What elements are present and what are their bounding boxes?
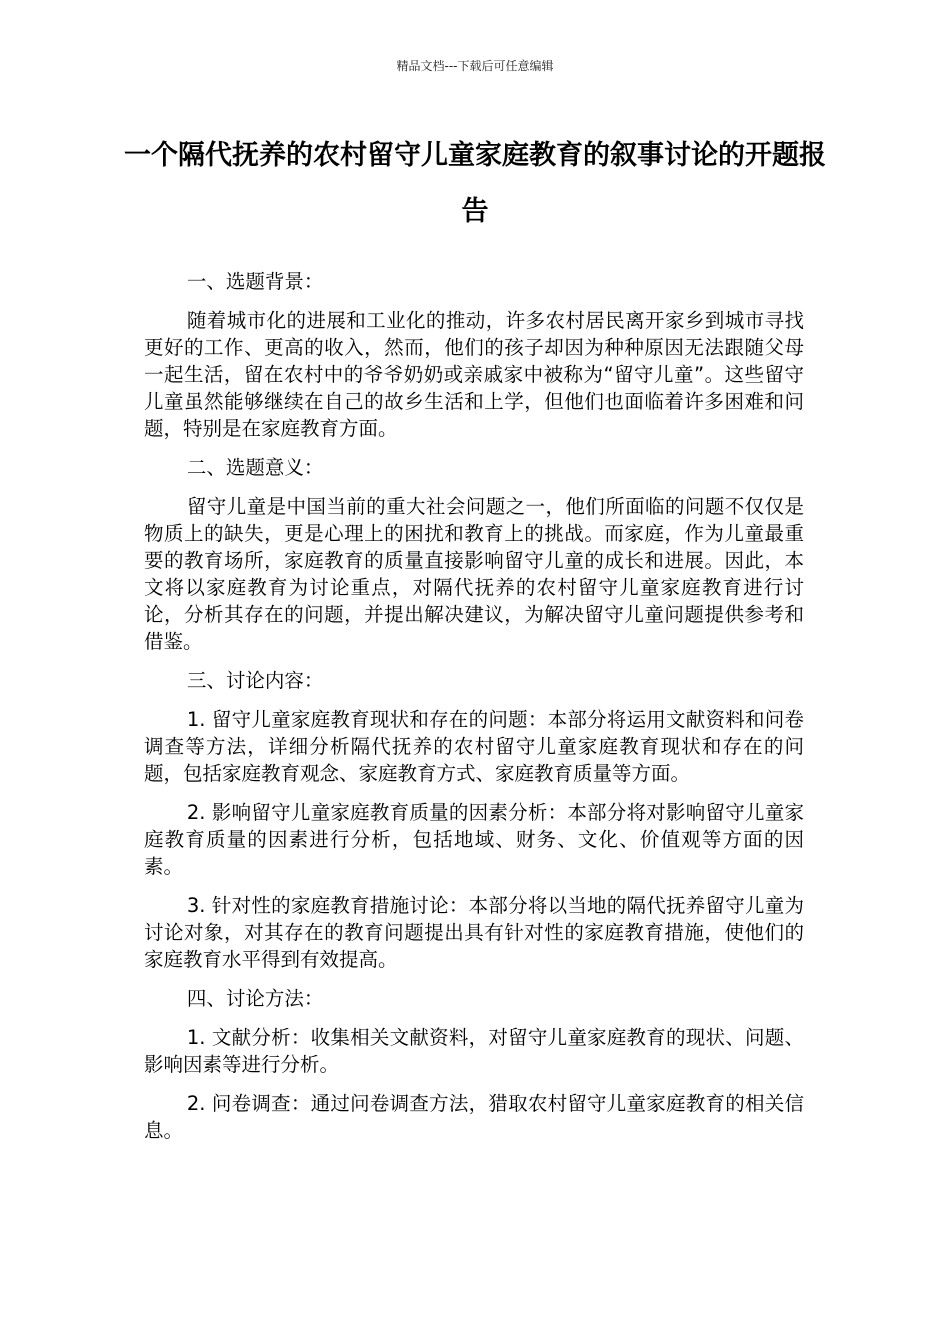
paragraph-content-item-3: 3. 针对性的家庭教育措施讨论：本部分将以当地的隔代抚养留守儿童为讨论对象，对其存在的教育问题提出具有针对性的家庭教育措施，使他们的家庭教育水平得到有效提高。: [144, 894, 804, 971]
paragraph-content-item-1: 1. 留守儿童家庭教育现状和存在的问题：本部分将运用文献资料和问卷调查等方法，详细分析隔代抚养的农村留守儿童家庭教育现状和存在的问题，包括家庭教育观念、家庭教育方式、家庭教育质量等方面。: [144, 708, 804, 785]
document-title: 一个隔代抚养的农村留守儿童家庭教育的叙事讨论的开题报告: [124, 140, 826, 227]
header-note: 精品文档---下载后可任意编辑: [396, 59, 554, 73]
section-heading-background: 一、选题背景：: [186, 270, 324, 293]
section-heading-content: 三、讨论内容：: [186, 669, 324, 692]
paragraph-method-item-2: 2. 问卷调查：通过问卷调查方法，猎取农村留守儿童家庭教育的相关信息。: [144, 1092, 804, 1142]
paragraph-background: 随着城市化的进展和工业化的推动，许多农村居民离开家乡到城市寻找更好的工作、更高的收入，然而，他们的孩子却因为种种原因无法跟随父母一起生活，留在农村中的爷爷奶奶或亲戚家中被称为“留守儿童”。这些留守儿童虽然能够继续在自己的故乡生活和上学，但他们也面临着许多困难和问题，特别是在家庭教育方面。: [144, 309, 804, 440]
section-heading-methods: 四、讨论方法：: [186, 987, 324, 1010]
paragraph-content-item-2: 2. 影响留守儿童家庭教育质量的因素分析：本部分将对影响留守儿童家庭教育质量的因素进行分析，包括地域、财务、文化、价值观等方面的因素。: [144, 801, 804, 878]
paragraph-method-item-1: 1. 文献分析：收集相关文献资料，对留守儿童家庭教育的现状、问题、影响因素等进行分析。: [144, 1026, 804, 1076]
document-body: [144, 268, 804, 1156]
section-heading-significance: 二、选题意义：: [186, 456, 324, 479]
paragraph-significance: 留守儿童是中国当前的重大社会问题之一，他们所面临的问题不仅仅是物质上的缺失，更是心理上的困扰和教育上的挑战。而家庭，作为儿童最重要的教育场所，家庭教育的质量直接影响留守儿童的成长和进展。因此，本文将以家庭教育为讨论重点，对隔代抚养的农村留守儿童家庭教育进行讨论，分析其存在的问题，并提出解决建议，为解决留守儿童问题提供参考和借鉴。: [144, 495, 804, 653]
